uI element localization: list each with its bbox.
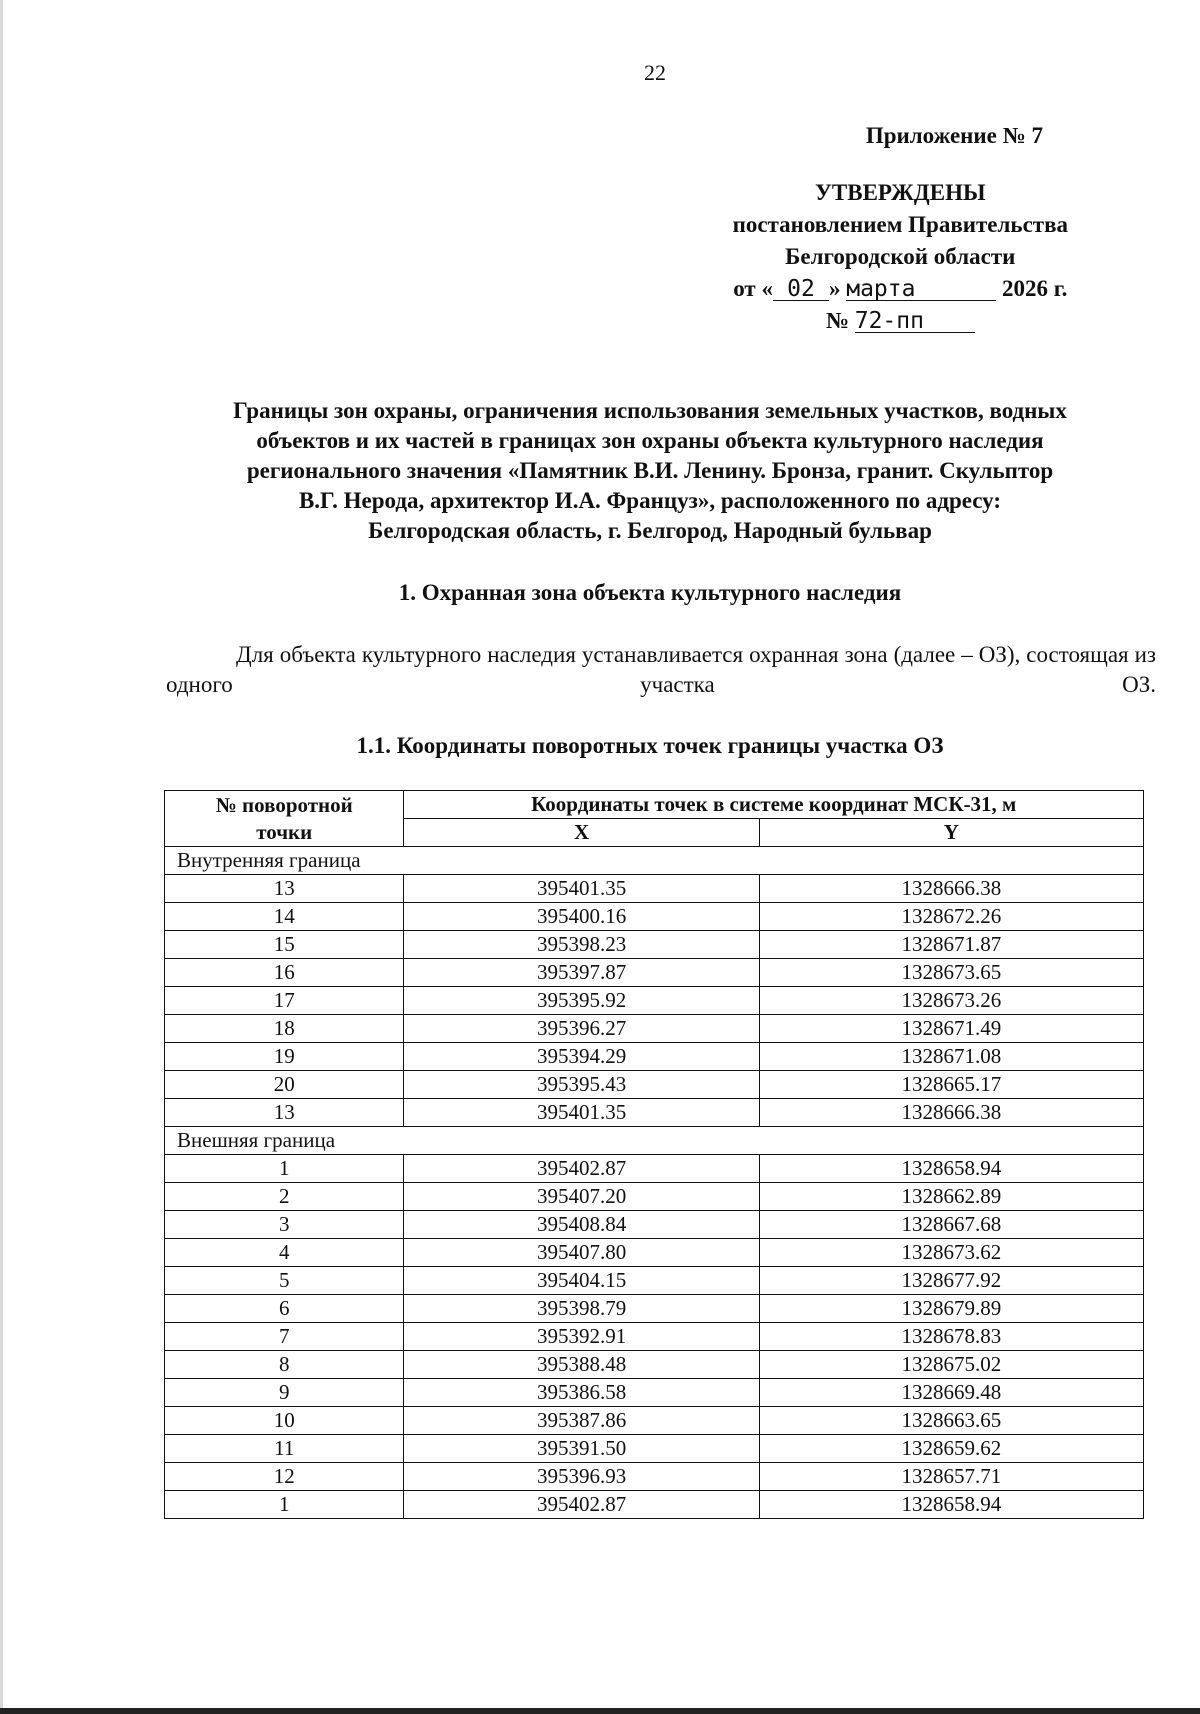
subsection-title: 1.1. Координаты поворотных точек границы участка ОЗ — [356, 733, 944, 758]
point-number-cell: 4 — [165, 1239, 404, 1267]
table-row — [165, 931, 1144, 959]
y-coordinate-cell: 1328672.26 — [759, 903, 1143, 931]
x-coordinate-cell: 395392.91 — [404, 1323, 759, 1351]
page-number: 22 — [644, 60, 666, 85]
date-month: марта — [846, 278, 996, 301]
y-coordinate-cell: 1328669.48 — [759, 1379, 1143, 1407]
table-row — [165, 1351, 1144, 1379]
y-coordinate-cell: 1328666.38 — [759, 1099, 1143, 1127]
point-number-cell: 10 — [165, 1407, 404, 1435]
point-number-cell: 6 — [165, 1295, 404, 1323]
y-coordinate-cell: 1328673.26 — [759, 987, 1143, 1015]
y-coordinate-cell: 1328663.65 — [759, 1407, 1143, 1435]
table-row — [165, 1323, 1144, 1351]
number-prefix: № — [825, 308, 849, 333]
x-coordinate-cell: 395401.35 — [404, 1099, 759, 1127]
x-coordinate-cell: 395394.29 — [404, 1043, 759, 1071]
approval-block — [733, 120, 1068, 337]
section-title: 1. Охранная зона объекта культурного наследия — [398, 580, 902, 605]
group-label: Внутренняя граница — [165, 847, 1144, 875]
table-row — [165, 903, 1144, 931]
header-point-number — [165, 791, 404, 847]
y-coordinate-cell: 1328658.94 — [759, 1491, 1143, 1519]
title-line: Границы зон охраны, ограничения использования земельных участков, водных — [233, 398, 1067, 423]
table-row — [165, 1071, 1144, 1099]
point-number-cell: 3 — [165, 1211, 404, 1239]
date-year: 2026 г. — [1001, 276, 1068, 301]
point-number-cell: 7 — [165, 1323, 404, 1351]
point-number-cell: 1 — [165, 1155, 404, 1183]
approved-label: УТВЕРЖДЕНЫ — [815, 180, 986, 205]
x-coordinate-cell: 395396.27 — [404, 1015, 759, 1043]
table-row — [165, 1295, 1144, 1323]
scan-edge-left — [0, 0, 3, 1714]
point-number-cell: 9 — [165, 1379, 404, 1407]
y-coordinate-cell: 1328673.62 — [759, 1239, 1143, 1267]
title-line: В.Г. Нерода, архитектор И.А. Француз», расположенного по адресу: — [298, 488, 1002, 513]
table-body — [165, 847, 1144, 1519]
decree-number: 72-пп — [855, 310, 975, 333]
x-coordinate-cell: 395396.93 — [404, 1463, 759, 1491]
header-point-number-text: № поворотной точки — [215, 792, 353, 844]
y-coordinate-cell: 1328677.92 — [759, 1267, 1143, 1295]
x-coordinate-cell: 395398.23 — [404, 931, 759, 959]
x-coordinate-cell: 395395.43 — [404, 1071, 759, 1099]
header-x: X — [404, 819, 759, 847]
x-coordinate-cell: 395401.35 — [404, 875, 759, 903]
scan-edge-bottom — [0, 1708, 1200, 1714]
table-row — [165, 1407, 1144, 1435]
header-y: Y — [759, 819, 1143, 847]
point-number-cell: 2 — [165, 1183, 404, 1211]
point-number-cell: 16 — [165, 959, 404, 987]
y-coordinate-cell: 1328666.38 — [759, 875, 1143, 903]
x-coordinate-cell: 395388.48 — [404, 1351, 759, 1379]
point-number-cell: 11 — [165, 1435, 404, 1463]
point-number-cell: 19 — [165, 1043, 404, 1071]
point-number-cell: 1 — [165, 1491, 404, 1519]
table-row — [165, 875, 1144, 903]
point-number-cell: 14 — [165, 903, 404, 931]
x-coordinate-cell: 395391.50 — [404, 1435, 759, 1463]
point-number-cell: 13 — [165, 1099, 404, 1127]
table-row — [165, 1239, 1144, 1267]
y-coordinate-cell: 1328671.49 — [759, 1015, 1143, 1043]
table-row — [165, 1211, 1144, 1239]
x-coordinate-cell: 395404.15 — [404, 1267, 759, 1295]
table-row — [165, 1267, 1144, 1295]
header-coordinates: Координаты точек в системе координат МСК-31, м — [404, 791, 1144, 819]
y-coordinate-cell: 1328678.83 — [759, 1323, 1143, 1351]
point-number-cell: 18 — [165, 1015, 404, 1043]
point-number-cell: 15 — [165, 931, 404, 959]
x-coordinate-cell: 395397.87 — [404, 959, 759, 987]
appendix-label: Приложение № 7 — [865, 123, 1043, 148]
approval-date — [733, 273, 1068, 305]
table-row — [165, 1015, 1144, 1043]
body-paragraph: Для объекта культурного наследия устанавливается охранная зона (далее – ОЗ), состоящая из одного участка ОЗ. — [166, 642, 1156, 697]
table-header-row — [165, 791, 1144, 819]
y-coordinate-cell: 1328659.62 — [759, 1435, 1143, 1463]
y-coordinate-cell: 1328667.68 — [759, 1211, 1143, 1239]
point-number-cell: 8 — [165, 1351, 404, 1379]
y-coordinate-cell: 1328662.89 — [759, 1183, 1143, 1211]
approval-number — [733, 305, 1068, 337]
x-coordinate-cell: 395407.80 — [404, 1239, 759, 1267]
x-coordinate-cell: 395398.79 — [404, 1295, 759, 1323]
group-label: Внешняя граница — [165, 1127, 1144, 1155]
y-coordinate-cell: 1328673.65 — [759, 959, 1143, 987]
table-row — [165, 959, 1144, 987]
table-row — [165, 1183, 1144, 1211]
x-coordinate-cell: 395395.92 — [404, 987, 759, 1015]
x-coordinate-cell: 395408.84 — [404, 1211, 759, 1239]
y-coordinate-cell: 1328671.87 — [759, 931, 1143, 959]
table-row — [165, 1491, 1144, 1519]
table-group-row — [165, 1127, 1144, 1155]
point-number-cell: 5 — [165, 1267, 404, 1295]
date-mid: » — [828, 276, 841, 301]
x-coordinate-cell: 395400.16 — [404, 903, 759, 931]
title-line: Белгородская область, г. Белгород, Народный бульвар — [368, 518, 932, 543]
title-line: объектов и их частей в границах зон охраны объекта культурного наследия — [256, 428, 1044, 453]
table-row — [165, 1155, 1144, 1183]
table-row — [165, 1099, 1144, 1127]
x-coordinate-cell: 395407.20 — [404, 1183, 759, 1211]
document-title — [150, 396, 1150, 546]
title-line: регионального значения «Памятник В.И. Ленину. Бронза, гранит. Скульптор — [246, 458, 1054, 483]
date-day: 02 — [773, 278, 829, 301]
coordinates-table — [164, 790, 1144, 1519]
y-coordinate-cell: 1328665.17 — [759, 1071, 1143, 1099]
table-row — [165, 1379, 1144, 1407]
table-row — [165, 1463, 1144, 1491]
point-number-cell: 20 — [165, 1071, 404, 1099]
point-number-cell: 12 — [165, 1463, 404, 1491]
y-coordinate-cell: 1328658.94 — [759, 1155, 1143, 1183]
y-coordinate-cell: 1328671.08 — [759, 1043, 1143, 1071]
approval-stamp — [733, 177, 1068, 337]
approval-line-1: постановлением Правительства — [732, 212, 1068, 237]
table-row — [165, 1435, 1144, 1463]
approval-line-2: Белгородской области — [785, 244, 1016, 269]
table-row — [165, 987, 1144, 1015]
x-coordinate-cell: 395387.86 — [404, 1407, 759, 1435]
table-group-row — [165, 847, 1144, 875]
x-coordinate-cell: 395386.58 — [404, 1379, 759, 1407]
y-coordinate-cell: 1328679.89 — [759, 1295, 1143, 1323]
point-number-cell: 17 — [165, 987, 404, 1015]
table-row — [165, 1043, 1144, 1071]
date-prefix: от « — [733, 276, 773, 301]
y-coordinate-cell: 1328675.02 — [759, 1351, 1143, 1379]
point-number-cell: 13 — [165, 875, 404, 903]
x-coordinate-cell: 395402.87 — [404, 1491, 759, 1519]
x-coordinate-cell: 395402.87 — [404, 1155, 759, 1183]
y-coordinate-cell: 1328657.71 — [759, 1463, 1143, 1491]
